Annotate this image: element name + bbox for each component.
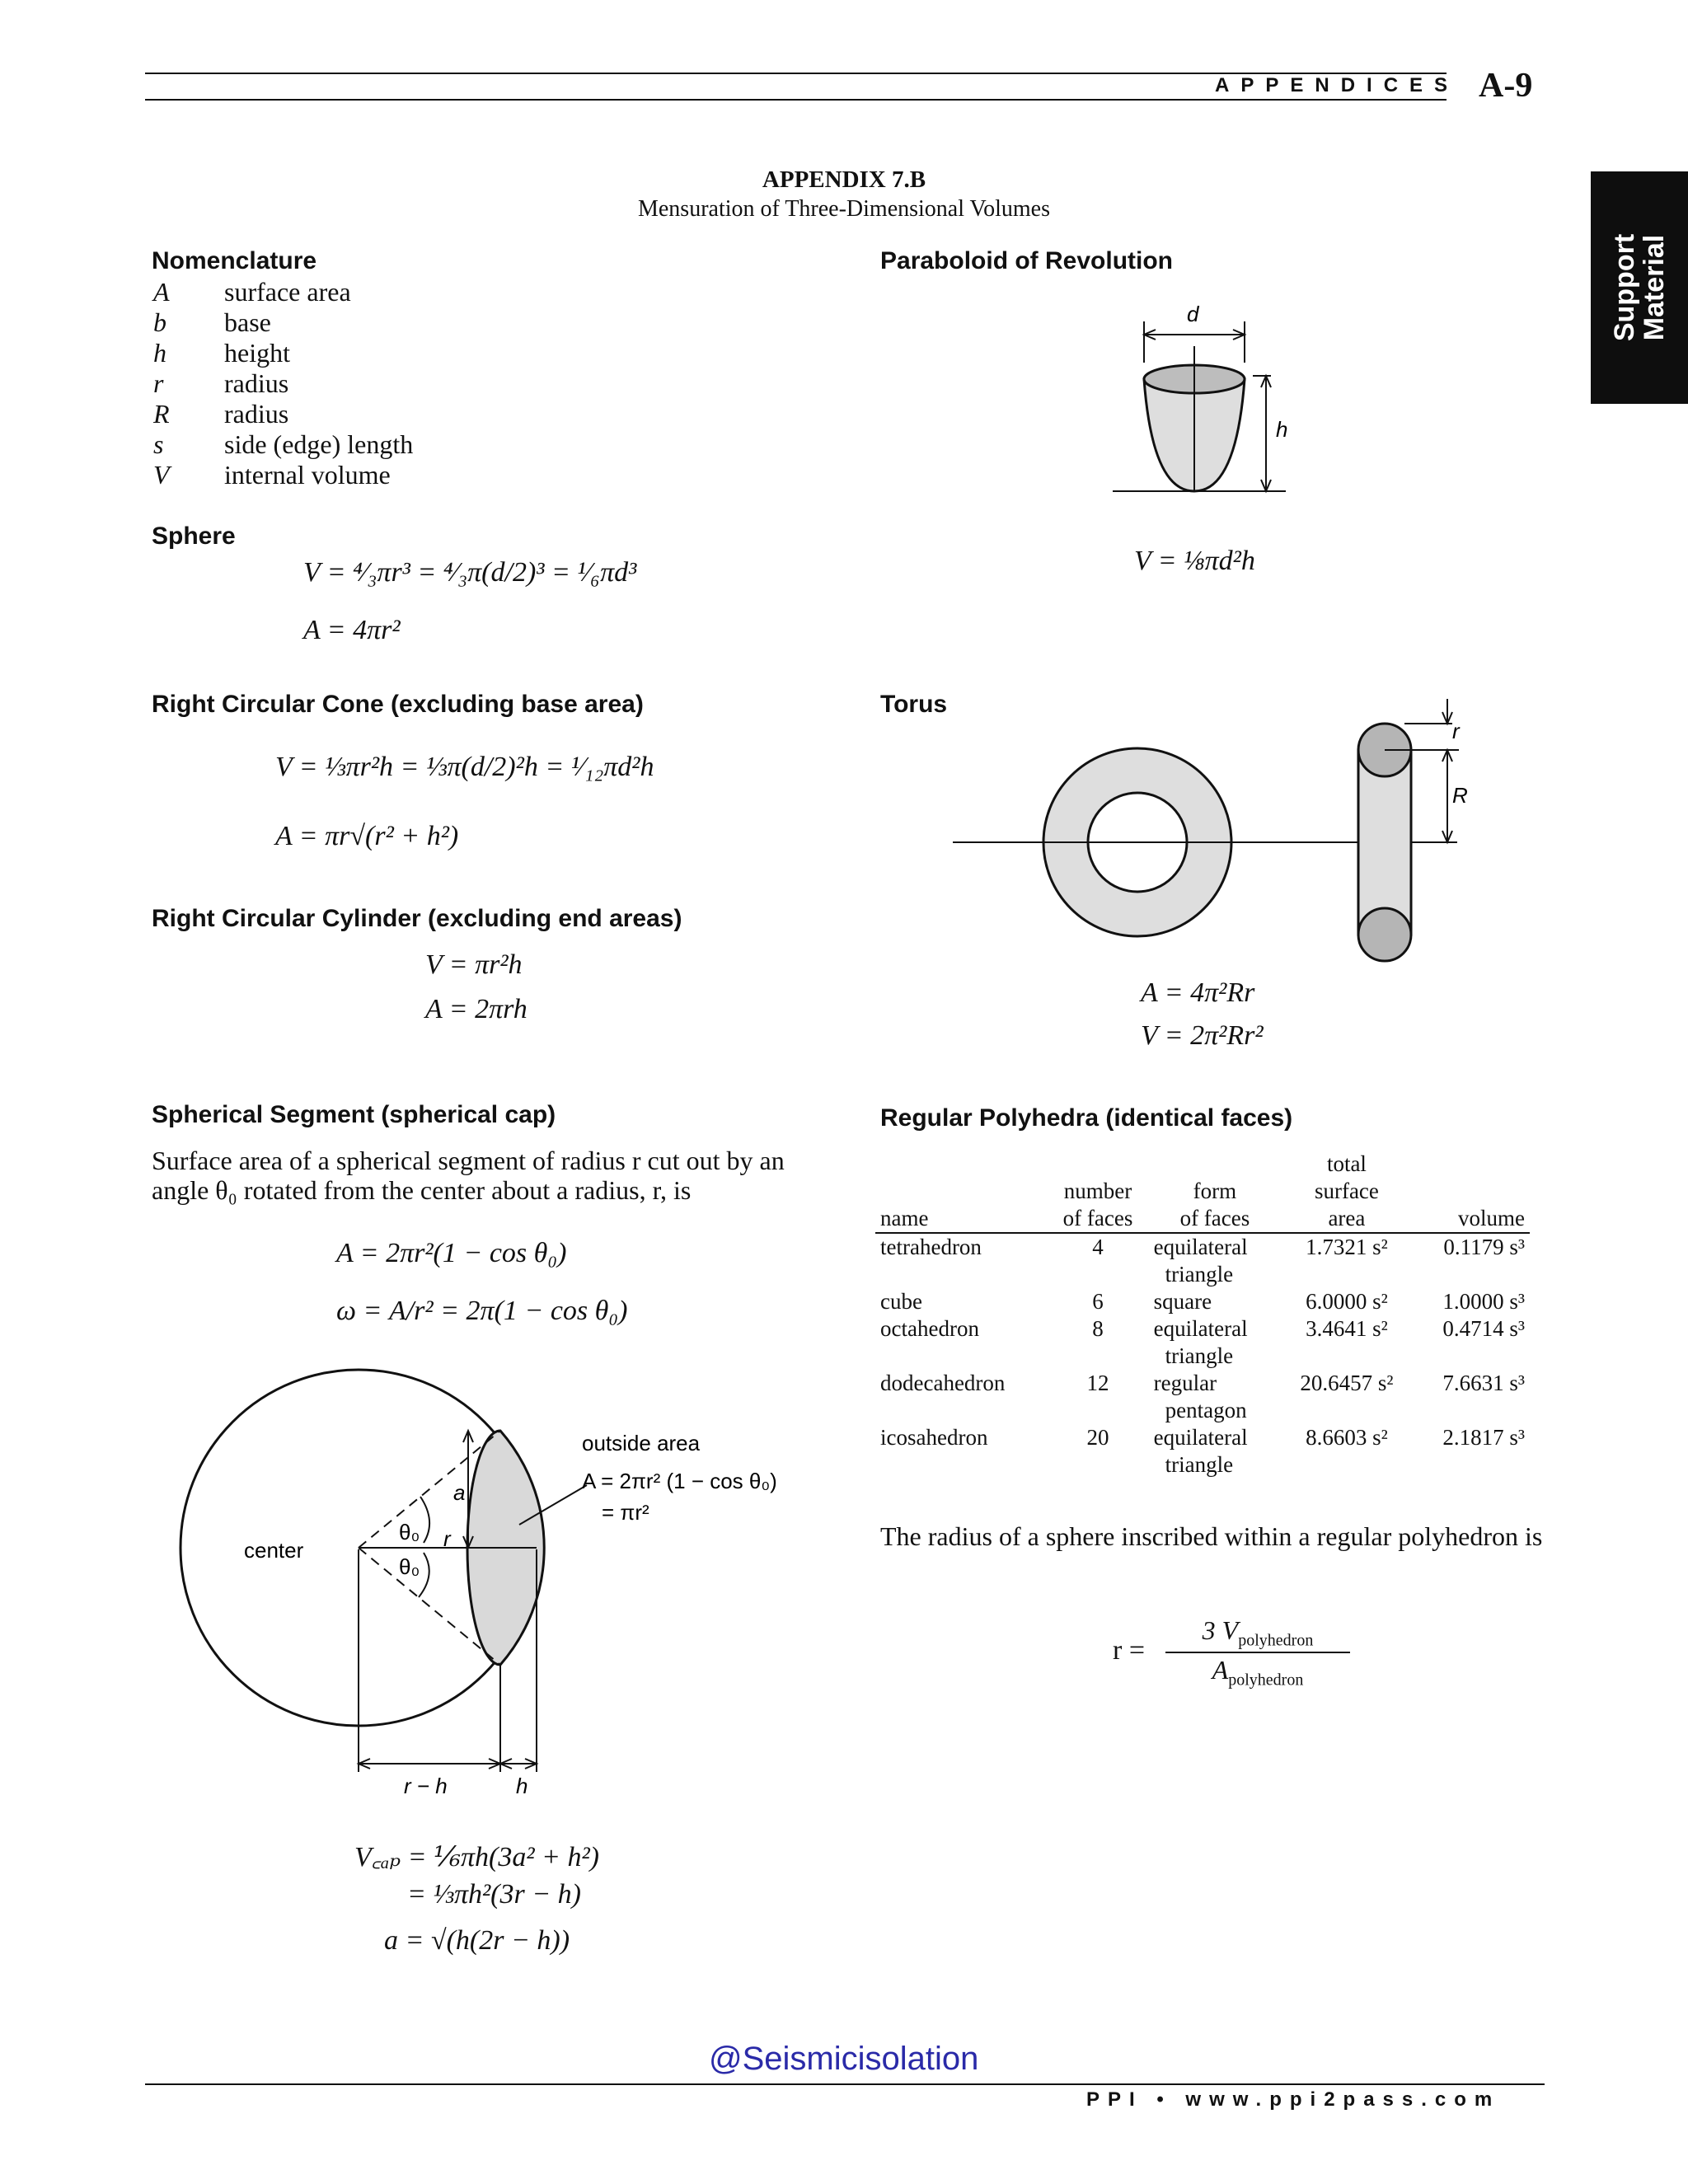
inscribed-text: The radius of a sphere inscribed within a regular polyhedron is	[880, 1521, 1543, 1551]
col-faces	[1047, 1151, 1148, 1233]
cell-volume: 7.6631 s³	[1442, 1371, 1525, 1395]
cell-form-line: regular	[1153, 1371, 1217, 1395]
segment-heading: Spherical Segment (spherical cap)	[152, 1101, 556, 1128]
cone-heading: Right Circular Cone (excluding base area)	[152, 691, 644, 718]
cell-form-line: equilateral	[1153, 1235, 1248, 1259]
paraboloid-diagram	[1096, 297, 1343, 503]
nomenclature-desc: internal volume	[224, 460, 391, 490]
side-tab-line2: Material	[1639, 234, 1670, 341]
nomenclature-item	[153, 338, 615, 368]
cell-volume: 1.0000 s³	[1442, 1289, 1525, 1314]
nomenclature-symbol: h	[153, 338, 166, 368]
theta-arc-upper	[420, 1497, 429, 1543]
cell-name: dodecahedron	[880, 1371, 1006, 1395]
col-form-line1: form	[1193, 1179, 1237, 1203]
nomenclature-item	[153, 399, 615, 429]
cell-volume: 2.1817 s³	[1442, 1425, 1525, 1450]
nomenclature-symbol: V	[153, 460, 170, 490]
table-row	[875, 1424, 1530, 1479]
vcap-eq-2: = ⅓πh²(3r − h)	[407, 1879, 581, 1910]
label-outside-area: outside area	[582, 1431, 701, 1455]
nomenclature-list	[153, 277, 615, 490]
paraboloid-label-d: d	[1187, 302, 1199, 326]
cell-name: tetrahedron	[880, 1235, 982, 1259]
numerator-sub: polyhedron	[1238, 1631, 1314, 1650]
running-head: APPENDICES	[1215, 74, 1460, 96]
footer-text: PPI • www.ppi2pass.com	[1086, 2088, 1501, 2111]
cell-faces: 20	[1086, 1425, 1109, 1450]
cell-form	[1149, 1288, 1282, 1315]
nomenclature-symbol: R	[153, 399, 170, 429]
cell-form-line: pentagon	[1165, 1398, 1247, 1422]
nomenclature-desc: surface area	[224, 277, 351, 307]
cell-area: 20.6457 s²	[1300, 1371, 1394, 1395]
inscribed-eq-numerator	[1165, 1615, 1350, 1650]
nomenclature-desc: radius	[224, 368, 289, 398]
label-theta-upper: θ₀	[399, 1520, 420, 1544]
side-tab-line1: Support	[1609, 233, 1640, 342]
inscribed-eq-denominator	[1165, 1655, 1350, 1690]
cell-faces: 12	[1086, 1371, 1109, 1395]
inscribed-eq	[1113, 1615, 1360, 1690]
table-row	[875, 1233, 1530, 1288]
cell-volume: 0.4714 s³	[1442, 1316, 1525, 1341]
col-area-line3: area	[1328, 1206, 1366, 1230]
label-outside-eq2: = πr²	[602, 1500, 649, 1525]
label-h: h	[516, 1774, 528, 1797]
cylinder-volume-eq: V = πr²h	[425, 949, 523, 980]
nomenclature-symbol: s	[153, 429, 164, 459]
nomenclature-symbol: A	[153, 277, 170, 307]
torus-section	[1358, 750, 1411, 935]
cell-name: octahedron	[880, 1316, 979, 1341]
nomenclature-desc: height	[224, 338, 290, 368]
cell-area: 6.0000 s²	[1306, 1289, 1388, 1314]
col-form-line2: of faces	[1179, 1206, 1250, 1230]
page-number: A-9	[1479, 67, 1533, 105]
appendix-title: APPENDIX 7.B	[762, 166, 926, 193]
cell-area: 8.6603 s²	[1306, 1425, 1388, 1450]
cell-form	[1149, 1233, 1282, 1288]
cell-form	[1149, 1370, 1282, 1424]
nomenclature-desc: base	[224, 307, 271, 337]
label-r-minus-h: r − h	[404, 1774, 448, 1797]
nomenclature-item	[153, 307, 615, 338]
cell-form-line: triangle	[1165, 1262, 1234, 1286]
nomenclature-desc: side (edge) length	[224, 429, 414, 459]
sphere-volume-eq: V = ⁴⁄₃πr³ = ⁴⁄₃π(d/2)³ = ¹⁄₆πd³	[303, 557, 637, 588]
cell-form	[1149, 1315, 1282, 1370]
cell-area: 3.4641 s²	[1306, 1316, 1388, 1341]
nomenclature-desc: radius	[224, 399, 289, 429]
col-area-line1: total	[1326, 1151, 1367, 1176]
torus-area-eq: A = 4π²Rr	[1141, 977, 1255, 1008]
cell-form-line: equilateral	[1153, 1425, 1248, 1450]
a-eq: a = √(h(2r − h))	[384, 1925, 570, 1956]
torus-heading: Torus	[880, 691, 948, 718]
cell-faces: 6	[1092, 1289, 1104, 1314]
sphere-area-eq: A = 4πr²	[303, 615, 401, 645]
torus-diagram	[948, 692, 1484, 972]
numerator-text: 3 V	[1202, 1615, 1239, 1645]
col-faces-line2: of faces	[1062, 1206, 1133, 1230]
cell-volume: 0.1179 s³	[1443, 1235, 1525, 1259]
cell-form-line: triangle	[1165, 1452, 1234, 1477]
col-faces-line1: number	[1063, 1179, 1132, 1203]
appendix-subtitle: Mensuration of Three-Dimensional Volumes	[637, 196, 1051, 222]
col-area-line2: surface	[1314, 1179, 1379, 1203]
table-row	[875, 1315, 1530, 1370]
paraboloid-label-h: h	[1276, 417, 1288, 442]
cone-volume-eq: V = ⅓πr²h = ⅓π(d/2)²h = ¹⁄₁₂πd²h	[275, 752, 654, 782]
col-form	[1149, 1151, 1282, 1233]
col-name: name	[875, 1151, 1047, 1233]
nomenclature-item	[153, 368, 615, 399]
inscribed-eq-lhs: r =	[1113, 1635, 1145, 1666]
torus-volume-eq: V = 2π²Rr²	[1141, 1020, 1264, 1051]
footer-rule	[145, 2083, 1545, 2085]
cell-form-line: triangle	[1165, 1343, 1234, 1368]
label-a: a	[453, 1480, 466, 1505]
paraboloid-heading: Paraboloid of Revolution	[880, 247, 1174, 274]
nomenclature-item	[153, 429, 615, 460]
paraboloid-volume-eq: V = ⅛πd²h	[1134, 546, 1255, 576]
cell-name: icosahedron	[880, 1425, 988, 1450]
torus-label-R: R	[1452, 783, 1468, 808]
label-outside-eq1: A = 2πr² (1 − cos θ₀)	[582, 1469, 777, 1493]
torus-label-r: r	[1452, 719, 1460, 743]
cone-area-eq: A = πr√(r² + h²)	[275, 821, 459, 851]
label-r: r	[443, 1526, 451, 1551]
cell-name: cube	[880, 1289, 922, 1314]
nomenclature-heading: Nomenclature	[152, 247, 317, 274]
nomenclature-item	[153, 460, 615, 490]
theta-arc-lower	[419, 1553, 429, 1597]
polyhedra-header-row	[875, 1151, 1530, 1233]
watermark: @Seismicisolation	[709, 2041, 979, 2077]
nomenclature-symbol: b	[153, 307, 166, 337]
nomenclature-item	[153, 277, 615, 307]
cylinder-heading: Right Circular Cylinder (excluding end areas)	[152, 905, 682, 932]
col-area	[1281, 1151, 1413, 1233]
cell-faces: 8	[1092, 1316, 1104, 1341]
segment-area-eq: A = 2πr²(1 − cos θ₀)	[336, 1238, 567, 1268]
col-volume: volume	[1413, 1151, 1530, 1233]
cell-form-line: square	[1153, 1289, 1212, 1314]
nomenclature-symbol: r	[153, 368, 164, 398]
cell-faces: 4	[1092, 1235, 1104, 1259]
header-rule-bottom	[145, 99, 1447, 101]
cylinder-area-eq: A = 2πrh	[425, 994, 528, 1024]
torus-section-bottom	[1358, 908, 1411, 961]
polyhedra-heading: Regular Polyhedra (identical faces)	[880, 1104, 1293, 1132]
cell-area: 1.7321 s²	[1306, 1235, 1388, 1259]
cell-form	[1149, 1424, 1282, 1479]
vcap-eq-1: V꜀ₐₚ = ⅙πh(3a² + h²)	[354, 1842, 599, 1872]
denominator-text: A	[1212, 1655, 1229, 1685]
side-tab-label	[1610, 234, 1669, 341]
fraction-bar	[1165, 1652, 1350, 1653]
segment-omega-eq: ω = A/r² = 2π(1 − cos θ₀)	[336, 1296, 628, 1326]
polyhedra-body	[875, 1233, 1530, 1479]
spherical-segment-diagram	[157, 1368, 832, 1797]
label-center: center	[244, 1538, 304, 1563]
table-row	[875, 1288, 1530, 1315]
denominator-sub: polyhedron	[1228, 1671, 1304, 1690]
cell-form-line: equilateral	[1153, 1316, 1248, 1341]
label-theta-lower: θ₀	[399, 1554, 420, 1579]
polyhedra-table	[875, 1151, 1530, 1479]
table-row	[875, 1370, 1530, 1424]
sphere-heading: Sphere	[152, 523, 236, 550]
segment-text: Surface area of a spherical segment of radius r cut out by an angle θ₀ rotated from the center about a radius, r, is	[152, 1146, 785, 1205]
